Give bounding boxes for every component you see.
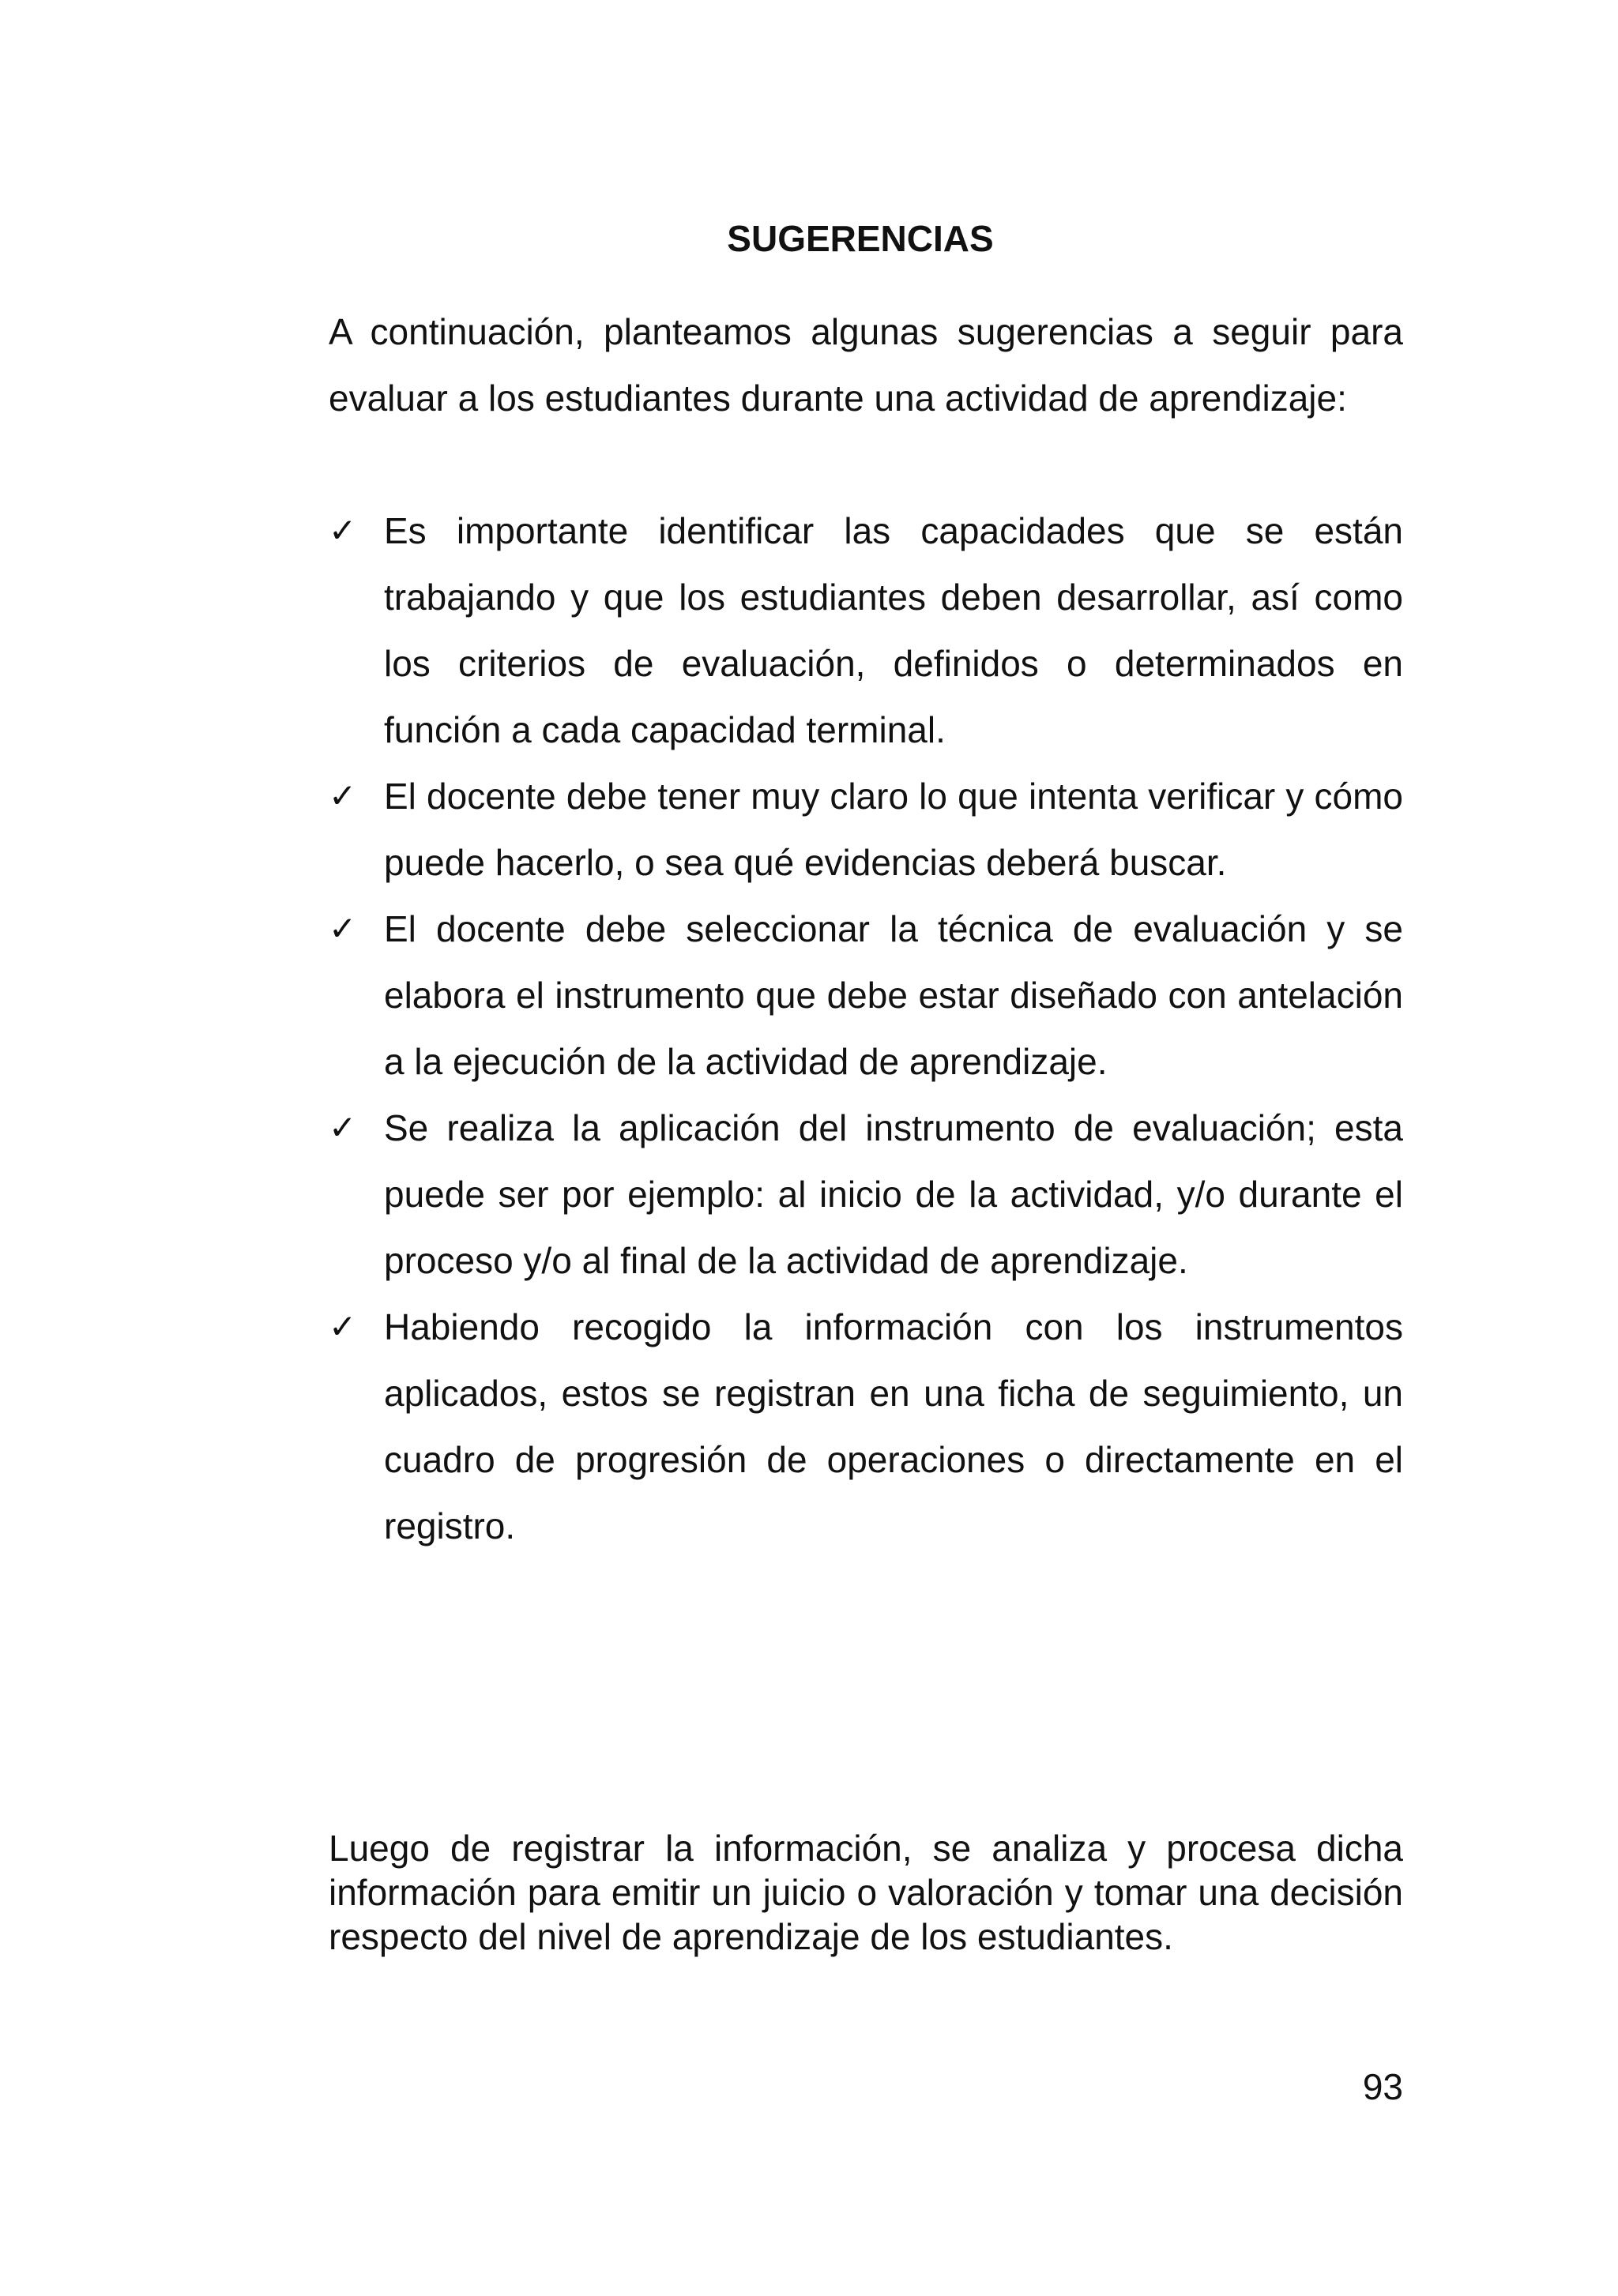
- checkmark-icon: ✓: [329, 1108, 357, 1147]
- intro-paragraph: A continuación, planteamos algunas sugerencias a seguir para evaluar a los estudiantes durante una actividad de aprendizaje:: [329, 311, 1403, 419]
- suggestions-list: [329, 498, 1403, 1559]
- list-item-text: Es importante identificar las capacidades que se están trabajando y que los estudiantes deben desarrollar, así como los criterios de evaluación, definidos o determinados en función a cada capacidad terminal.: [384, 510, 1403, 750]
- list-item: [329, 1095, 1403, 1294]
- page-title: SUGERENCIAS: [727, 218, 994, 259]
- checkmark-icon: ✓: [329, 909, 357, 948]
- page-number: 93: [1362, 2066, 1403, 2107]
- closing-paragraph: Luego de registrar la información, se analiza y procesa dicha información para emitir un juicio o valoración y tomar una decisión respecto del nivel de aprendizaje de los estudiantes.: [329, 1828, 1403, 1957]
- list-item-text: El docente debe seleccionar la técnica de evaluación y se elabora el instrumento que debe estar diseñado con antelación a la ejecución de la actividad de aprendizaje.: [384, 908, 1403, 1082]
- checkmark-icon: ✓: [329, 1307, 357, 1346]
- list-item-text: El docente debe tener muy claro lo que intenta verificar y cómo puede hacerlo, o sea qué evidencias deberá buscar.: [384, 776, 1403, 883]
- checkmark-icon: ✓: [329, 776, 357, 815]
- list-item: [329, 498, 1403, 763]
- list-item-text: Habiendo recogido la información con los instrumentos aplicados, estos se registran en una ficha de seguimiento, un cuadro de progresión de operaciones o directamente en el registro.: [384, 1306, 1403, 1546]
- checkmark-icon: ✓: [329, 511, 357, 550]
- list-item: [329, 763, 1403, 896]
- list-item-text: Se realiza la aplicación del instrumento de evaluación; esta puede ser por ejemplo: al inicio de la actividad, y/o durante el proceso y/o al final de la actividad de aprendizaje.: [384, 1107, 1403, 1281]
- list-item: [329, 1294, 1403, 1559]
- list-item: [329, 896, 1403, 1095]
